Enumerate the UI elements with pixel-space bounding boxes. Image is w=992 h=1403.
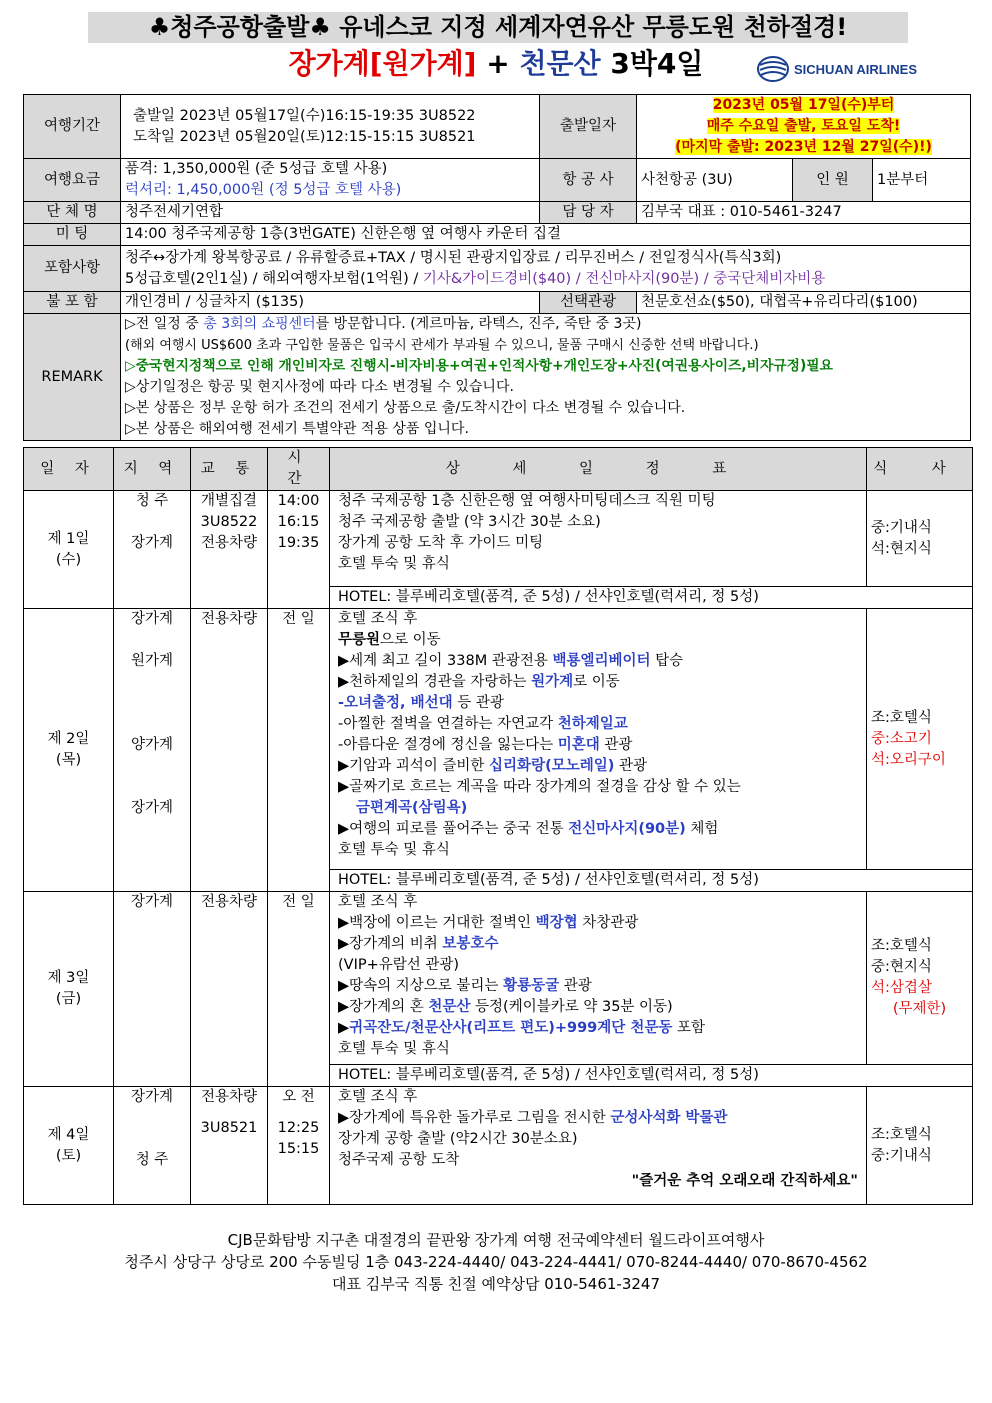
- airline-logo: [756, 52, 917, 86]
- day2-detail-2b: 으로 이동: [380, 632, 441, 648]
- day1-transport-2: 3U8522: [200, 514, 258, 530]
- day2-detail-3: [338, 651, 862, 672]
- day3-hotel: HOTEL: 블루베리호텔(품격, 준 5성) / 선샤인호텔(럭셔리, 정 5성): [330, 1065, 973, 1087]
- day1-meal: [867, 491, 973, 587]
- day3-detail-4: (VIP+유람선 관광): [338, 957, 460, 973]
- day4-transport: [191, 1087, 268, 1205]
- included-line-1: 청주↔장가계 왕복항공료 / 유류할증료+TAX / 명시된 관광지입장료 / 리무진버스 / 전일정식사(특식3회): [125, 249, 782, 266]
- day2-hotel: HOTEL: 블루베리호텔(품격, 준 5성) / 선샤인호텔(럭셔리, 정 5성): [330, 870, 973, 892]
- departure-start: 2023년 05월 17일(수)부터: [712, 97, 895, 113]
- remark-visa: ▷중국현지정책으로 인해 개인비자로 진행시-비자비용+여권+인적사항+개인도장+사진(여권용사이즈,비자규정)필요: [125, 358, 833, 374]
- day3-detail-7b: 귀곡잔도/천문산사(리프트 편도)+999계단 천문동: [349, 1020, 673, 1036]
- day4-time-2: 12:25: [277, 1120, 320, 1136]
- day2-detail-4c: 로 이동: [573, 674, 620, 690]
- day3-detail-2c: 차창관광: [577, 915, 639, 931]
- day4-time-3: 15:15: [277, 1141, 320, 1157]
- title-plus: +: [476, 47, 520, 80]
- day4-meal-lunch: 중:기내식: [871, 1147, 932, 1164]
- day2-detail-3c: 탑승: [650, 653, 684, 669]
- day3-detail-7: [338, 1018, 862, 1039]
- day4-region: [114, 1087, 191, 1205]
- day2-detail-3b: 백룡엘리베이터: [552, 653, 651, 669]
- departure-weekly: 매주 수요일 출발, 토요일 도착!: [706, 118, 901, 134]
- day4-detail-2a: ▶장가계에 특유한 돌가루로 그림을 전시한: [338, 1110, 611, 1126]
- manager-label: 담 당 자: [540, 202, 637, 224]
- day2-detail-11c: 체험: [685, 821, 719, 837]
- day2-detail-10: 금편계곡(삼림욕): [356, 800, 468, 816]
- option-value: 천문호선쇼($50), 대협곡+유리다리($100): [637, 292, 971, 314]
- day2-detail-5: [338, 693, 862, 714]
- departure-last: (마지막 출발: 2023년 12월 27일(수)!): [675, 139, 932, 155]
- remark-terms: ▷본 상품은 해외여행 전세기 특별약관 적용 상품 입니다.: [125, 421, 469, 437]
- period-value: [121, 95, 540, 159]
- day3-detail-2b: 백장협: [535, 915, 578, 931]
- remark-shopping: [125, 314, 966, 335]
- day3-meal-lunch: 중:현지식: [871, 959, 932, 975]
- day4-transport-2: 3U8521: [200, 1120, 258, 1136]
- day3-detail-3a: ▶장가계의 비취: [338, 936, 443, 952]
- day3-detail-7a: ▶: [338, 1020, 350, 1036]
- day2-detail-2: [338, 630, 862, 651]
- day2-detail-3a: ▶세계 최고 길이 338M 관광전용: [338, 653, 553, 669]
- day2-number: 제 2일: [47, 731, 90, 747]
- day1-region-2: 장가계: [130, 535, 174, 551]
- day2-detail-4a: ▶천하제일의 경관을 자랑하는: [338, 674, 532, 690]
- day2-detail-5b: 등 관광: [452, 695, 504, 711]
- remark-charter: ▷본 상품은 정부 운항 허가 조건의 전세기 상품으로 출/도착시간이 다소 변경될 수 있습니다.: [125, 400, 686, 416]
- remark-schedule-change: ▷상기일정은 항공 및 현지사정에 따라 다소 변경될 수 있습니다.: [125, 379, 514, 395]
- col-header-region: 지 역: [114, 448, 191, 491]
- day2-label: [24, 609, 114, 892]
- day3-weekday: (금): [55, 991, 82, 1007]
- departure-label: 출발일자: [540, 95, 637, 159]
- group-label: 단 체 명: [24, 202, 121, 224]
- day2-detail-8b: 십리화랑(모노레일): [489, 758, 615, 774]
- day2-detail-12: 호텔 투숙 및 휴식: [338, 842, 450, 858]
- day3-detail-2a: ▶백장에 이르는 거대한 절벽인: [338, 915, 536, 931]
- day4-region-1: 장가계: [130, 1089, 174, 1105]
- remark-label: REMARK: [24, 314, 121, 441]
- day1-time-1: 14:00: [277, 493, 320, 509]
- day1-detail-2: 청주 국제공항 출발 (약 3시간 30분 소요): [338, 514, 601, 530]
- day2-detail-7a: -아름다운 절경에 정신을 잃는다는: [338, 737, 558, 753]
- day2-region-4: 장가계: [130, 800, 174, 816]
- day2-detail-7b: 미혼대: [557, 737, 600, 753]
- day2-detail: [330, 609, 867, 870]
- day1-detail-1: 청주 국제공항 1층 신한은행 옆 여행사미팅데스크 직원 미팅: [338, 493, 716, 509]
- day1-region-1: 청 주: [135, 493, 169, 509]
- day1-transport-1: 개별집결: [200, 493, 258, 509]
- day3-detail-6b: 천문산: [428, 999, 471, 1015]
- day2-transport: 전용차량: [191, 609, 268, 892]
- day2-detail-8c: 관광: [614, 758, 647, 774]
- headline-banner: ♣청주공항출발♣ 유네스코 지정 세계자연유산 무릉도원 천하절경!: [88, 12, 908, 43]
- footer-address: 청주시 상당구 상당로 200 수동빌딩 1층 043-224-4440/ 043-224-4441/ 070-8244-4440/ 070-8670-4562: [124, 1253, 868, 1271]
- day1-hotel: HOTEL: 블루베리호텔(품격, 준 5성) / 선샤인호텔(럭셔리, 정 5성): [330, 587, 973, 609]
- day1-region: [114, 491, 191, 609]
- airline-logo-text: SICHUAN AIRLINES: [794, 61, 918, 77]
- day2-detail-4: [338, 672, 862, 693]
- day1-label: [24, 491, 114, 609]
- title-duration: 3박4일: [600, 47, 704, 80]
- sichuan-airlines-logo-icon: [756, 55, 790, 83]
- day3-detail-7c: 포함: [672, 1020, 705, 1036]
- day4-transport-1: 전용차량: [200, 1089, 258, 1105]
- day3-detail-6a: ▶장가계의 혼: [338, 999, 429, 1015]
- day2-meal-breakfast: 조:호텔식: [871, 709, 932, 726]
- day3-detail-3: [338, 934, 862, 955]
- fee-standard: 품격: 1,350,000원 (준 5성급 호텔 사용): [125, 161, 388, 177]
- included-line-2: [125, 269, 966, 290]
- day2-region-1: 장가계: [130, 611, 174, 627]
- included-line-2-plain: 5성급호텔(2인1실) / 해외여행자보험(1억원) /: [125, 270, 423, 287]
- day1-transport-3: 전용차량: [200, 535, 258, 551]
- day3-detail-3b: 보봉호수: [442, 936, 499, 952]
- day4-meal-breakfast: 조:호텔식: [871, 1126, 932, 1143]
- schedule-table: [23, 447, 973, 1205]
- day3-time: 전 일: [268, 892, 330, 1087]
- day3-meal-dinner: 석:삼겹살: [871, 980, 932, 996]
- meeting-label: 미 팅: [24, 224, 121, 246]
- day4-meal: [867, 1087, 973, 1205]
- day3-detail-6c: 등정(케이블카로 약 35분 이동): [470, 999, 673, 1015]
- departure-value: [637, 95, 971, 159]
- day2-region: [114, 609, 191, 892]
- col-header-meal: 식 사: [867, 448, 973, 491]
- day1-transport: [191, 491, 268, 609]
- day2-meal-lunch: 중:소고기: [871, 730, 932, 747]
- day4-region-2: 청 주: [135, 1152, 169, 1168]
- day2-detail-5a: -오녀출정, 배선대: [338, 695, 453, 711]
- day3-transport: 전용차량: [191, 892, 268, 1087]
- day1-meal-dinner: 석:현지식: [871, 540, 932, 557]
- day4-detail-4: 청주국제 공항 도착: [338, 1152, 460, 1168]
- meeting-value: 14:00 청주국제공항 1층(3번GATE) 신한은행 옆 여행사 카운터 집결: [121, 224, 971, 246]
- day2-detail-11a: ▶여행의 피로를 풀어주는 중국 전통: [338, 821, 569, 837]
- day2-region-3: 양가계: [130, 737, 174, 753]
- day2-detail-7: [338, 735, 862, 756]
- day3-detail-5: [338, 976, 862, 997]
- day3-detail-5a: ▶땅속의 지상으로 불리는: [338, 978, 504, 994]
- day2-detail-8: [338, 756, 862, 777]
- day4-detail-1: 호텔 조식 후: [338, 1089, 418, 1105]
- day4-time: [268, 1087, 330, 1205]
- day2-detail-6: [338, 714, 862, 735]
- day1-time: [268, 491, 330, 609]
- day3-region: 장가계: [114, 892, 191, 1087]
- day4-detail: [330, 1087, 867, 1205]
- day2-detail-11b: 전신마사지(90분): [568, 821, 686, 837]
- day1-time-3: 19:35: [277, 535, 320, 551]
- day2-meal-dinner: 석:오리구이: [871, 751, 946, 768]
- day1-meal-lunch: 중:기내식: [871, 519, 932, 536]
- day3-detail-6: [338, 997, 862, 1018]
- period-departure: 출발일 2023년 05월17일(수)16:15-19:35 3U8522: [133, 107, 476, 124]
- day4-closing-message: "즐거운 추억 오래오래 간직하세요": [631, 1173, 858, 1189]
- remark-value: [121, 314, 971, 441]
- day1-detail-4: 호텔 투숙 및 휴식: [338, 556, 450, 572]
- info-table: [23, 94, 971, 441]
- remark-shopping-c: 를 방문합니다. (게르마늄, 라텍스, 진주, 죽탄 중 3곳): [315, 316, 642, 332]
- day2-detail-2a: 무릉원: [338, 632, 381, 648]
- day3-detail-2: [338, 913, 862, 934]
- day4-detail-2b: 군성사석화 박물관: [610, 1110, 728, 1126]
- day1-detail: [330, 491, 867, 587]
- day2-detail-6a: -아찔한 절벽을 연결하는 자연교각: [338, 716, 558, 732]
- fee-value: [121, 159, 540, 202]
- included-label: 포함사항: [24, 246, 121, 292]
- option-label: 선택관광: [540, 292, 637, 314]
- remark-customs: (해외 여행시 US$600 초과 구입한 물품은 입국시 관세가 부과될 수 있으니, 물품 구매시 신중한 선택 바랍니다.): [125, 338, 759, 353]
- col-header-detail: 상 세 일 정 표: [330, 448, 867, 491]
- day4-detail-3: 장가계 공항 출발 (약2시간 30분소요): [338, 1131, 578, 1147]
- period-arrival: 도착일 2023년 05월20일(토)12:15-15:15 3U8521: [133, 128, 476, 145]
- day2-detail-6b: 천하제일교: [557, 716, 628, 732]
- day3-detail-8: 호텔 투숙 및 휴식: [338, 1041, 450, 1057]
- footer-agency: CJB문화탐방 지구촌 대절경의 끝판왕 장가계 여행 전국예약센터 월드라이프여행사: [227, 1231, 765, 1249]
- day1-detail-3: 장가계 공항 도착 후 가이드 미팅: [338, 535, 544, 551]
- day4-weekday: (토): [55, 1147, 82, 1164]
- airline-value: 사천항공 (3U): [637, 159, 793, 202]
- day3-detail-1: 호텔 조식 후: [338, 894, 418, 910]
- day4-detail-2: [338, 1108, 862, 1129]
- day2-detail-1: 호텔 조식 후: [338, 611, 418, 627]
- period-label: 여행기간: [24, 95, 121, 159]
- day2-weekday: (목): [55, 752, 82, 768]
- footer-contact: 대표 김부국 직통 친절 예약상담 010-5461-3247: [331, 1275, 660, 1293]
- day1-time-2: 16:15: [277, 514, 320, 530]
- day3-number: 제 3일: [47, 970, 90, 986]
- excluded-value: 개인경비 / 싱글차지 ($135): [121, 292, 540, 314]
- day3-meal-breakfast: 조:호텔식: [871, 938, 932, 954]
- remark-shopping-a: ▷전 일정 중: [125, 316, 204, 332]
- group-value: 청주전세기연합: [121, 202, 540, 224]
- people-value: 1분부터: [873, 159, 971, 202]
- day3-detail-5b: 황룡동굴: [503, 978, 560, 994]
- day4-label: [24, 1087, 114, 1205]
- title-zhangjiajie: 장가계[원가계]: [288, 47, 477, 80]
- people-label: 인 원: [793, 159, 873, 202]
- fee-luxury: 럭셔리: 1,450,000원 (정 5성급 호텔 사용): [125, 182, 402, 198]
- col-header-time: 시 간: [268, 448, 330, 491]
- excluded-label: 불 포 함: [24, 292, 121, 314]
- included-line-2-highlight: 기사&가이드경비($40) / 전신마사지(90분) / 중국단체비자비용: [422, 270, 826, 287]
- title-tianmenshan: 천문산: [519, 47, 601, 80]
- day4-number: 제 4일: [47, 1126, 90, 1143]
- day1-weekday: (수): [55, 551, 82, 568]
- day3-meal-dinner-note: (무제한): [892, 1001, 947, 1017]
- fee-label: 여행요금: [24, 159, 121, 202]
- day2-region-2: 원가계: [130, 653, 174, 669]
- day2-detail-7c: 관광: [599, 737, 633, 753]
- day1-number: 제 1일: [47, 530, 90, 547]
- day3-detail-5c: 관광: [559, 978, 592, 994]
- col-header-transport: 교 통: [191, 448, 268, 491]
- day3-detail: [330, 892, 867, 1065]
- day2-detail-8a: ▶기암과 괴석이 즐비한: [338, 758, 490, 774]
- day2-time: 전 일: [268, 609, 330, 892]
- day2-detail-4b: 원가계: [531, 674, 574, 690]
- included-value: [121, 246, 971, 292]
- day2-detail-9: ▶골짜기로 흐르는 계곡을 따라 장가계의 절경을 감상 할 수 있는: [338, 779, 741, 795]
- airline-label: 항 공 사: [540, 159, 637, 202]
- col-header-date: 일 자: [24, 448, 114, 491]
- day2-detail-11: [338, 819, 862, 840]
- remark-shopping-b: 총 3회의 쇼핑센터: [203, 316, 316, 332]
- day4-time-1: 오 전: [282, 1089, 315, 1105]
- day2-meal: [867, 609, 973, 870]
- manager-value: 김부국 대표 : 010-5461-3247: [637, 202, 971, 224]
- day3-label: [24, 892, 114, 1087]
- day3-meal: [867, 892, 973, 1065]
